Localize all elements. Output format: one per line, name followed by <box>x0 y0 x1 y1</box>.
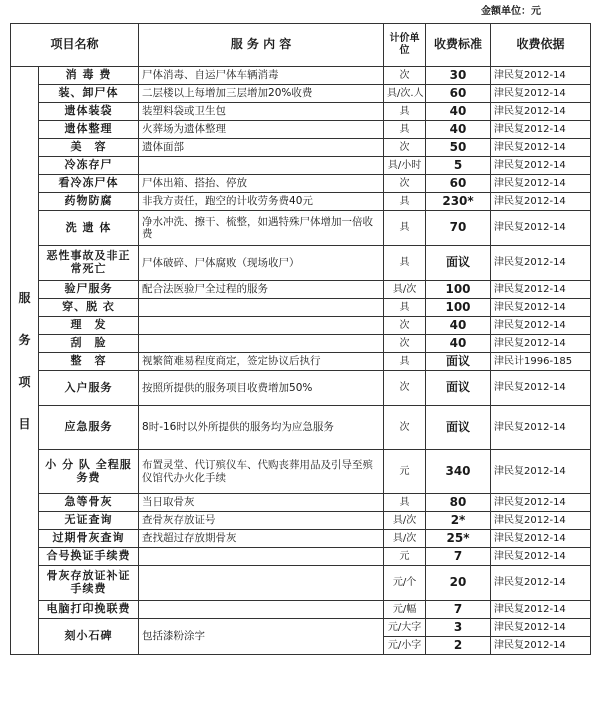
item-name: 过期骨灰查询 <box>39 530 139 548</box>
item-price: 50 <box>426 139 491 157</box>
item-name: 美 容 <box>39 139 139 157</box>
item-unit: 元/幅 <box>384 601 426 619</box>
item-basis: 津民复2012-14 <box>491 494 591 512</box>
item-unit: 具/次.人 <box>384 85 426 103</box>
item-description <box>139 548 384 566</box>
item-description <box>139 335 384 353</box>
table-row <box>11 157 591 175</box>
item-price: 70 <box>426 211 491 246</box>
table-row <box>11 281 591 299</box>
item-unit: 次 <box>384 406 426 450</box>
fee-table-body <box>11 67 591 655</box>
item-name: 遗体整理 <box>39 121 139 139</box>
table-row <box>11 371 591 406</box>
item-basis: 津民复2012-14 <box>491 335 591 353</box>
table-row <box>11 494 591 512</box>
item-basis: 津民复2012-14 <box>491 406 591 450</box>
item-basis: 津民复2012-14 <box>491 530 591 548</box>
item-description: 装塑料袋或卫生包 <box>139 103 384 121</box>
item-basis: 津民复2012-14 <box>491 548 591 566</box>
item-unit: 次 <box>384 317 426 335</box>
item-price: 面议 <box>426 246 491 281</box>
item-unit: 具 <box>384 193 426 211</box>
item-name: 消 毒 费 <box>39 67 139 85</box>
item-name: 看冷冻尸体 <box>39 175 139 193</box>
item-name: 恶性事故及非正常死亡 <box>39 246 139 281</box>
item-unit: 次 <box>384 175 426 193</box>
item-description: 火葬场为遗体整理 <box>139 121 384 139</box>
table-row <box>11 335 591 353</box>
item-name: 验尸服务 <box>39 281 139 299</box>
item-price: 面议 <box>426 406 491 450</box>
item-description: 遗体面部 <box>139 139 384 157</box>
header-content: 服 务 内 容 <box>139 24 384 67</box>
item-basis: 津民复2012-14 <box>491 601 591 619</box>
item-basis: 津民复2012-14 <box>491 193 591 211</box>
item-description: 查找超过存放期骨灰 <box>139 530 384 548</box>
item-unit: 元/个 <box>384 566 426 601</box>
item-price: 40 <box>426 121 491 139</box>
item-unit: 具 <box>384 353 426 371</box>
item-name: 电脑打印挽联费 <box>39 601 139 619</box>
item-description: 按照所提供的服务项目收费增加50% <box>139 371 384 406</box>
table-row <box>11 619 591 637</box>
item-price: 40 <box>426 103 491 121</box>
table-row <box>11 211 591 246</box>
item-description: 二层楼以上每增加三层增加20%收费 <box>139 85 384 103</box>
item-basis: 津民复2012-14 <box>491 139 591 157</box>
item-unit: 具/次 <box>384 512 426 530</box>
item-price: 30 <box>426 67 491 85</box>
item-name: 急等骨灰 <box>39 494 139 512</box>
item-unit: 元/小字 <box>384 637 426 655</box>
item-name: 骨灰存放证补证手续费 <box>39 566 139 601</box>
item-name: 入户服务 <box>39 371 139 406</box>
table-row <box>11 121 591 139</box>
item-name: 装、卸尸体 <box>39 85 139 103</box>
item-description: 当日取骨灰 <box>139 494 384 512</box>
item-unit: 元 <box>384 450 426 494</box>
item-unit: 具/次 <box>384 530 426 548</box>
item-unit: 具 <box>384 246 426 281</box>
table-row <box>11 85 591 103</box>
item-description <box>139 601 384 619</box>
item-name: 遗体装袋 <box>39 103 139 121</box>
table-row <box>11 103 591 121</box>
item-price: 2 <box>426 637 491 655</box>
item-unit: 具 <box>384 211 426 246</box>
item-description: 布置灵堂、代订殡仪车、代购丧葬用品及引导至殡仪馆代办火化手续 <box>139 450 384 494</box>
item-name: 洗 遗 体 <box>39 211 139 246</box>
fee-schedule <box>10 23 590 695</box>
item-price: 80 <box>426 494 491 512</box>
item-description: 查骨灰存放证号 <box>139 512 384 530</box>
table-row <box>11 566 591 601</box>
item-basis: 津民复2012-14 <box>491 450 591 494</box>
item-description: 8时-16时以外所提供的服务均为应急服务 <box>139 406 384 450</box>
item-description: 配合法医验尸全过程的服务 <box>139 281 384 299</box>
item-description: 尸体消毒、自运尸体车辆消毒 <box>139 67 384 85</box>
header-price: 收费标准 <box>426 24 491 67</box>
item-unit: 具 <box>384 494 426 512</box>
item-price: 40 <box>426 317 491 335</box>
item-price: 60 <box>426 85 491 103</box>
header-basis: 收费依据 <box>491 24 591 67</box>
item-unit: 具 <box>384 103 426 121</box>
item-price: 25* <box>426 530 491 548</box>
item-basis: 津民复2012-14 <box>491 317 591 335</box>
table-row <box>11 139 591 157</box>
table-row <box>11 601 591 619</box>
item-description <box>139 566 384 601</box>
item-price: 面议 <box>426 353 491 371</box>
item-unit: 具 <box>384 121 426 139</box>
item-price: 100 <box>426 299 491 317</box>
item-name: 药物防腐 <box>39 193 139 211</box>
item-basis: 津民复2012-14 <box>491 157 591 175</box>
item-price: 面议 <box>426 371 491 406</box>
table-row <box>11 246 591 281</box>
item-basis: 津民复2012-14 <box>491 619 591 637</box>
item-basis: 津民计1996-185 <box>491 353 591 371</box>
item-price: 5 <box>426 157 491 175</box>
header-row <box>11 24 591 67</box>
item-description <box>139 299 384 317</box>
header-name: 项目名称 <box>11 24 139 67</box>
table-row <box>11 450 591 494</box>
item-name: 小 分 队 全程服务费 <box>39 450 139 494</box>
item-price: 3 <box>426 619 491 637</box>
item-unit: 次 <box>384 139 426 157</box>
item-description: 非我方责任，跑空的计收劳务费40元 <box>139 193 384 211</box>
item-basis: 津民复2012-14 <box>491 103 591 121</box>
table-row <box>11 175 591 193</box>
section-label: 服务项目 <box>11 67 39 655</box>
item-basis: 津民复2012-14 <box>491 175 591 193</box>
item-basis: 津民复2012-14 <box>491 121 591 139</box>
item-price: 230* <box>426 193 491 211</box>
item-basis: 津民复2012-14 <box>491 566 591 601</box>
item-description: 净水冲洗、擦干、梳整，如遇特殊尸体增加一倍收费 <box>139 211 384 246</box>
item-unit: 元/大字 <box>384 619 426 637</box>
item-basis: 津民复2012-14 <box>491 85 591 103</box>
item-basis: 津民复2012-14 <box>491 371 591 406</box>
item-unit: 次 <box>384 67 426 85</box>
item-basis: 津民复2012-14 <box>491 67 591 85</box>
item-unit: 次 <box>384 371 426 406</box>
item-name: 无证查询 <box>39 512 139 530</box>
item-description <box>139 317 384 335</box>
item-price: 40 <box>426 335 491 353</box>
item-name: 应急服务 <box>39 406 139 450</box>
item-name: 合号换证手续费 <box>39 548 139 566</box>
item-basis: 津民复2012-14 <box>491 211 591 246</box>
item-unit: 具 <box>384 299 426 317</box>
header-unit: 计价单位 <box>384 24 426 67</box>
item-price: 20 <box>426 566 491 601</box>
table-row <box>11 406 591 450</box>
item-name: 穿、脱 衣 <box>39 299 139 317</box>
item-description: 尸体破碎、尸体腐败（现场收尸） <box>139 246 384 281</box>
item-price: 340 <box>426 450 491 494</box>
item-basis: 津民复2012-14 <box>491 637 591 655</box>
item-basis: 津民复2012-14 <box>491 281 591 299</box>
table-row <box>11 317 591 335</box>
item-price: 7 <box>426 601 491 619</box>
item-name: 冷冻存尸 <box>39 157 139 175</box>
item-description <box>139 157 384 175</box>
item-description: 尸体出箱、搭抬、停放 <box>139 175 384 193</box>
table-row <box>11 353 591 371</box>
item-price: 2* <box>426 512 491 530</box>
item-price: 7 <box>426 548 491 566</box>
item-unit: 具/小时 <box>384 157 426 175</box>
table-row <box>11 67 591 85</box>
table-row <box>11 512 591 530</box>
item-basis: 津民复2012-14 <box>491 512 591 530</box>
item-price: 100 <box>426 281 491 299</box>
item-name: 刻小石碑 <box>39 619 139 655</box>
table-row <box>11 548 591 566</box>
table-row <box>11 530 591 548</box>
item-basis: 津民复2012-14 <box>491 246 591 281</box>
item-unit: 元 <box>384 548 426 566</box>
table-row <box>11 193 591 211</box>
item-name: 理 发 <box>39 317 139 335</box>
item-name: 刮 脸 <box>39 335 139 353</box>
amount-unit-note: 金额单位：元 <box>481 6 541 17</box>
item-price: 60 <box>426 175 491 193</box>
item-unit: 具/次 <box>384 281 426 299</box>
item-description: 视繁简难易程度商定，签定协议后执行 <box>139 353 384 371</box>
item-description: 包括漆粉涂字 <box>139 619 384 655</box>
item-basis: 津民复2012-14 <box>491 299 591 317</box>
item-unit: 次 <box>384 335 426 353</box>
fee-table <box>10 23 591 655</box>
table-row <box>11 299 591 317</box>
item-name: 整 容 <box>39 353 139 371</box>
